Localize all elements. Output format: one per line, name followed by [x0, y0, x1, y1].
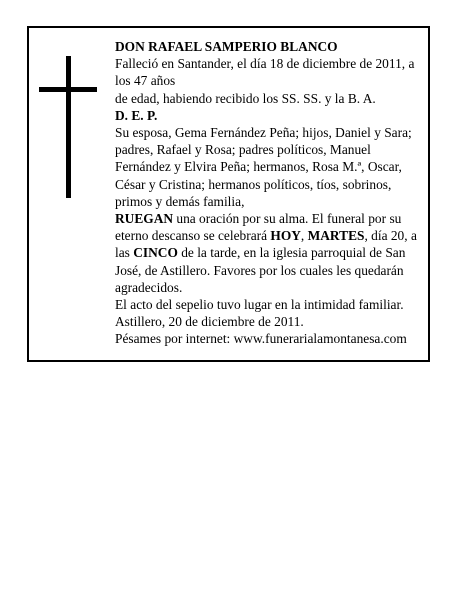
- dep-line: D. E. P.: [115, 107, 158, 123]
- martes-word: MARTES: [307, 228, 365, 244]
- burial-note: El acto del sepelio tuvo lugar en la intimidad familiar.: [115, 297, 404, 313]
- obituary-notice: [27, 26, 430, 362]
- ruegan-word: RUEGAN: [115, 211, 174, 227]
- cross-icon: [39, 56, 97, 198]
- condolences-line: Pésames por internet: www.funerarialamontanesa.com: [115, 331, 407, 347]
- request-text-4: de la tarde, en la iglesia parroquial de San José, de Astillero. Favores por los cuales les quedarán agradecidos.: [115, 245, 406, 295]
- place-date: Astillero, 20 de diciembre de 2011.: [115, 314, 304, 330]
- funeral-request: [115, 210, 425, 296]
- request-text-2: ,: [300, 228, 308, 244]
- cross-vertical-bar: [66, 56, 71, 198]
- obituary-text: [115, 38, 425, 348]
- request-text-1: una oración por su alma. El funeral por su eterno descanso se celebrará: [115, 211, 402, 244]
- death-announcement: [115, 55, 425, 89]
- cinco-word: CINCO: [133, 245, 178, 261]
- death-line-2: de edad, habiendo recibido los SS. SS. y la B. A.: [115, 90, 376, 106]
- deceased-name: DON RAFAEL SAMPERIO BLANCO: [115, 39, 338, 54]
- request-text-3: , día 20, a las: [115, 228, 417, 261]
- cross-horizontal-bar: [39, 87, 97, 92]
- family-list: Su esposa, Gema Fernández Peña; hijos, Daniel y Sara; padres, Rafael y Rosa; padres políticos, Manuel Fernández y Elvira Peña; hermanos, Rosa M.ª, Oscar, César y Cristina; hermanos políticos, tíos, sobrinos, primos y demás familia,: [115, 125, 412, 209]
- hoy-word: HOY: [270, 228, 301, 244]
- death-line-1: Falleció en Santander, el día 18 de diciembre de 2011, a los 47 años: [115, 56, 415, 89]
